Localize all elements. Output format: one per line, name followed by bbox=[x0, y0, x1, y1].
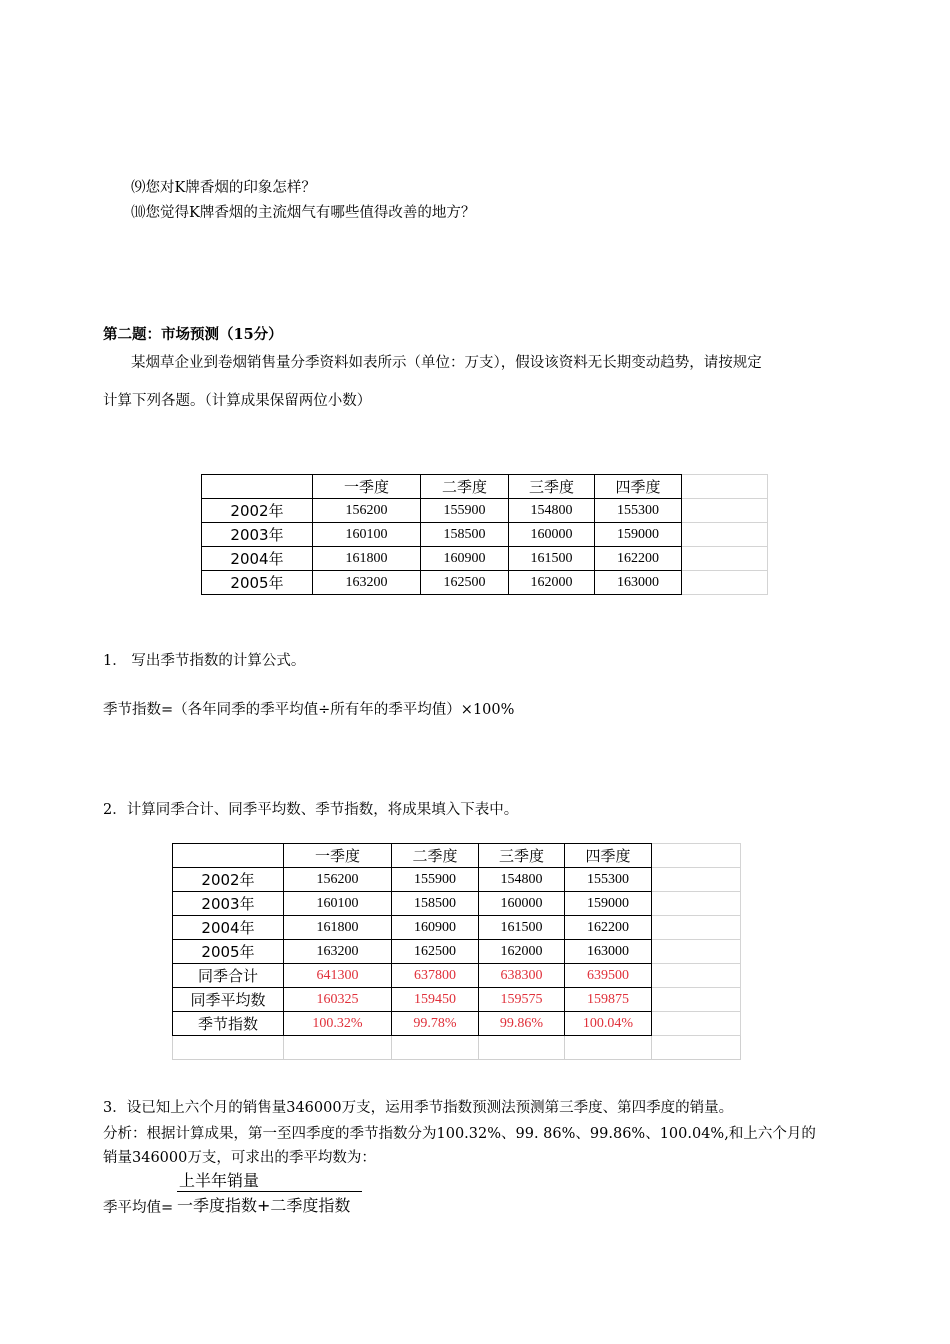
table-cell: 158500 bbox=[421, 523, 509, 547]
table-cell: 162500 bbox=[392, 940, 479, 964]
result-cell: 638300 bbox=[479, 964, 565, 988]
table-cell: 161800 bbox=[313, 547, 421, 571]
table-cell: 155300 bbox=[595, 499, 682, 523]
table-cell: 162000 bbox=[509, 571, 595, 595]
row-label: 季节指数 bbox=[173, 1012, 284, 1036]
header-q2: 二季度 bbox=[421, 475, 509, 499]
table-header-row bbox=[202, 475, 768, 499]
table-row bbox=[173, 916, 741, 940]
table-row bbox=[173, 940, 741, 964]
empty-cell bbox=[652, 844, 741, 868]
table-cell: 160100 bbox=[284, 892, 392, 916]
header-q2: 二季度 bbox=[392, 844, 479, 868]
result-cell: 641300 bbox=[284, 964, 392, 988]
table-cell: 154800 bbox=[509, 499, 595, 523]
empty-cell bbox=[682, 523, 768, 547]
empty-cell bbox=[284, 1036, 392, 1060]
table-cell: 163200 bbox=[313, 571, 421, 595]
table-row bbox=[202, 523, 768, 547]
header-q1: 一季度 bbox=[313, 475, 421, 499]
row-label: 2004年 bbox=[202, 547, 313, 571]
table-cell: 163000 bbox=[595, 571, 682, 595]
result-cell: 637800 bbox=[392, 964, 479, 988]
result-cell: 99.86% bbox=[479, 1012, 565, 1036]
table-row bbox=[202, 571, 768, 595]
sales-table bbox=[201, 474, 768, 595]
question-10: ⑽您觉得K牌香烟的主流烟气有哪些值得改善的地方？ bbox=[131, 205, 476, 221]
result-cell: 99.78% bbox=[392, 1012, 479, 1036]
empty-cell bbox=[682, 499, 768, 523]
result-cell: 639500 bbox=[565, 964, 652, 988]
question-1-answer: 季节指数=（各年同季的季平均值÷所有年的季平均值）×100% bbox=[103, 702, 515, 718]
result-cell: 159875 bbox=[565, 988, 652, 1012]
empty-cell bbox=[652, 988, 741, 1012]
table-cell: 160000 bbox=[509, 523, 595, 547]
table-cell: 155900 bbox=[392, 868, 479, 892]
result-cell: 100.04% bbox=[565, 1012, 652, 1036]
table-cell: 160100 bbox=[313, 523, 421, 547]
header-q4: 四季度 bbox=[595, 475, 682, 499]
table-cell: 155300 bbox=[565, 868, 652, 892]
empty-cell bbox=[479, 1036, 565, 1060]
table-row-average bbox=[173, 988, 741, 1012]
table-cell: 156200 bbox=[313, 499, 421, 523]
empty-cell bbox=[682, 547, 768, 571]
table-cell: 163200 bbox=[284, 940, 392, 964]
question-1-prompt: 1． 写出季节指数的计算公式。 bbox=[103, 653, 306, 669]
row-label: 2003年 bbox=[173, 892, 284, 916]
question-3-analysis-line-2: 销量346000万支，可求出的季平均数为： bbox=[103, 1150, 376, 1166]
empty-cell bbox=[652, 1036, 741, 1060]
header-q3: 三季度 bbox=[479, 844, 565, 868]
empty-cell bbox=[652, 916, 741, 940]
table-cell: 156200 bbox=[284, 868, 392, 892]
table-row bbox=[202, 547, 768, 571]
empty-cell bbox=[652, 940, 741, 964]
table-cell: 159000 bbox=[565, 892, 652, 916]
empty-cell bbox=[682, 571, 768, 595]
row-label: 2003年 bbox=[202, 523, 313, 547]
fraction-bar bbox=[177, 1191, 362, 1192]
table-cell: 162500 bbox=[421, 571, 509, 595]
table-cell: 154800 bbox=[479, 868, 565, 892]
section-2-intro-line-2: 计算下列各题。（计算成果保留两位小数） bbox=[103, 393, 372, 409]
row-label: 2002年 bbox=[173, 868, 284, 892]
table-cell: 158500 bbox=[392, 892, 479, 916]
question-3-prompt: 3．设已知上六个月的销售量346000万支，运用季节指数预测法预测第三季度、第四季度的销量。 bbox=[103, 1100, 734, 1116]
empty-cell bbox=[652, 868, 741, 892]
formula-label: 季平均值= bbox=[103, 1200, 174, 1216]
formula-fraction bbox=[177, 1168, 367, 1218]
header-q1: 一季度 bbox=[284, 844, 392, 868]
table-cell: 160900 bbox=[421, 547, 509, 571]
corner-cell bbox=[173, 844, 284, 868]
result-cell: 159450 bbox=[392, 988, 479, 1012]
section-2-title: 第二题：市场预测（15分） bbox=[103, 326, 283, 343]
row-label: 2005年 bbox=[202, 571, 313, 595]
header-q3: 三季度 bbox=[509, 475, 595, 499]
table-row-blank bbox=[173, 1036, 741, 1060]
result-cell: 100.32% bbox=[284, 1012, 392, 1036]
formula-denominator: 一季度指数+二季度指数 bbox=[177, 1196, 351, 1215]
question-3-analysis-line-1: 分析：根据计算成果，第一至四季度的季节指数分为100.32%、99. 86%、99.86%、100.04%,和上六个月的 bbox=[103, 1126, 816, 1142]
table-cell: 163000 bbox=[565, 940, 652, 964]
row-label: 2002年 bbox=[202, 499, 313, 523]
corner-cell bbox=[202, 475, 313, 499]
row-label: 2004年 bbox=[173, 916, 284, 940]
table-cell: 162200 bbox=[565, 916, 652, 940]
table-row bbox=[173, 868, 741, 892]
table-row-total bbox=[173, 964, 741, 988]
table-cell: 160900 bbox=[392, 916, 479, 940]
result-cell: 160325 bbox=[284, 988, 392, 1012]
table-cell: 161500 bbox=[479, 916, 565, 940]
result-cell: 159575 bbox=[479, 988, 565, 1012]
table-cell: 160000 bbox=[479, 892, 565, 916]
table-row-index bbox=[173, 1012, 741, 1036]
table-row bbox=[173, 892, 741, 916]
section-2-intro-line-1: 某烟草企业到卷烟销售量分季资料如表所示（单位：万支），假设该资料无长期变动趋势，请按规定 bbox=[131, 355, 762, 371]
empty-cell bbox=[652, 892, 741, 916]
table-cell: 155900 bbox=[421, 499, 509, 523]
table-row bbox=[202, 499, 768, 523]
table-cell: 162200 bbox=[595, 547, 682, 571]
empty-cell bbox=[652, 1012, 741, 1036]
question-2-prompt: 2．计算同季合计、同季平均数、季节指数，将成果填入下表中。 bbox=[103, 802, 519, 818]
table-cell: 161500 bbox=[509, 547, 595, 571]
table-cell: 162000 bbox=[479, 940, 565, 964]
header-q4: 四季度 bbox=[565, 844, 652, 868]
row-label: 2005年 bbox=[173, 940, 284, 964]
table-cell: 161800 bbox=[284, 916, 392, 940]
table-header-row bbox=[173, 844, 741, 868]
empty-cell bbox=[565, 1036, 652, 1060]
empty-cell bbox=[392, 1036, 479, 1060]
table-cell: 159000 bbox=[595, 523, 682, 547]
empty-cell bbox=[652, 964, 741, 988]
row-label: 同季平均数 bbox=[173, 988, 284, 1012]
row-label: 同季合计 bbox=[173, 964, 284, 988]
formula-numerator: 上半年销量 bbox=[179, 1171, 260, 1190]
question-9: ⑼您对K牌香烟的印象怎样？ bbox=[131, 180, 316, 196]
seasonal-index-table bbox=[172, 843, 741, 1060]
empty-cell bbox=[682, 475, 768, 499]
empty-cell bbox=[173, 1036, 284, 1060]
